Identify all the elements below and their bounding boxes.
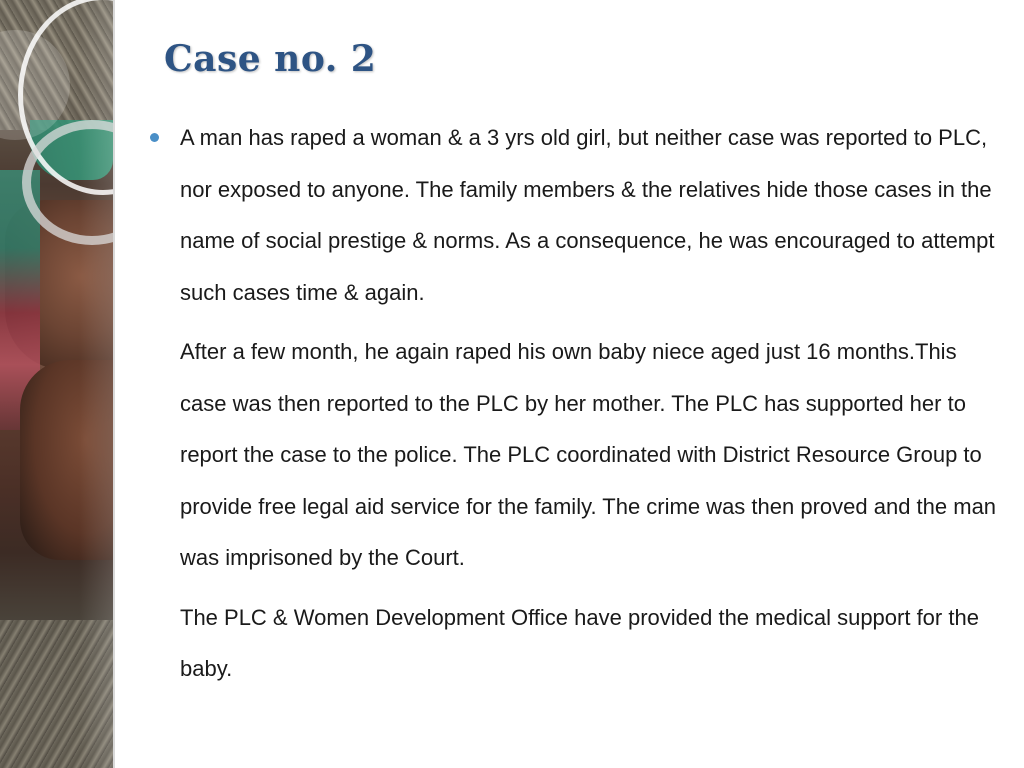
slide-body — [148, 112, 998, 703]
paragraph-text: The PLC & Women Development Office have provided the medical support for the baby. — [180, 604, 979, 681]
paragraph — [148, 326, 998, 584]
paragraph — [148, 112, 998, 318]
paragraph — [148, 592, 998, 695]
paragraph-text: A man has raped a woman & a 3 yrs old girl, but neither case was reported to PLC, nor exposed to anyone. The family members & the relatives hide those cases in the name of social prestige & norms. As a consequence, he was encouraged to attempt such cases time & again. — [180, 125, 995, 305]
divider — [113, 0, 115, 768]
decorative-photo — [0, 0, 113, 768]
paragraph-text: After a few month, he again raped his own baby niece aged just 16 months.This case was then reported to the PLC by her mother. The PLC has supported her to report the case to the police. The PLC coordinated with District Resource Group to provide free legal aid service for the family. The crime was then proved and the man was imprisoned by the Court. — [180, 339, 997, 570]
slide-title: Case no. 2 — [164, 38, 377, 80]
bullet-icon — [150, 133, 159, 142]
